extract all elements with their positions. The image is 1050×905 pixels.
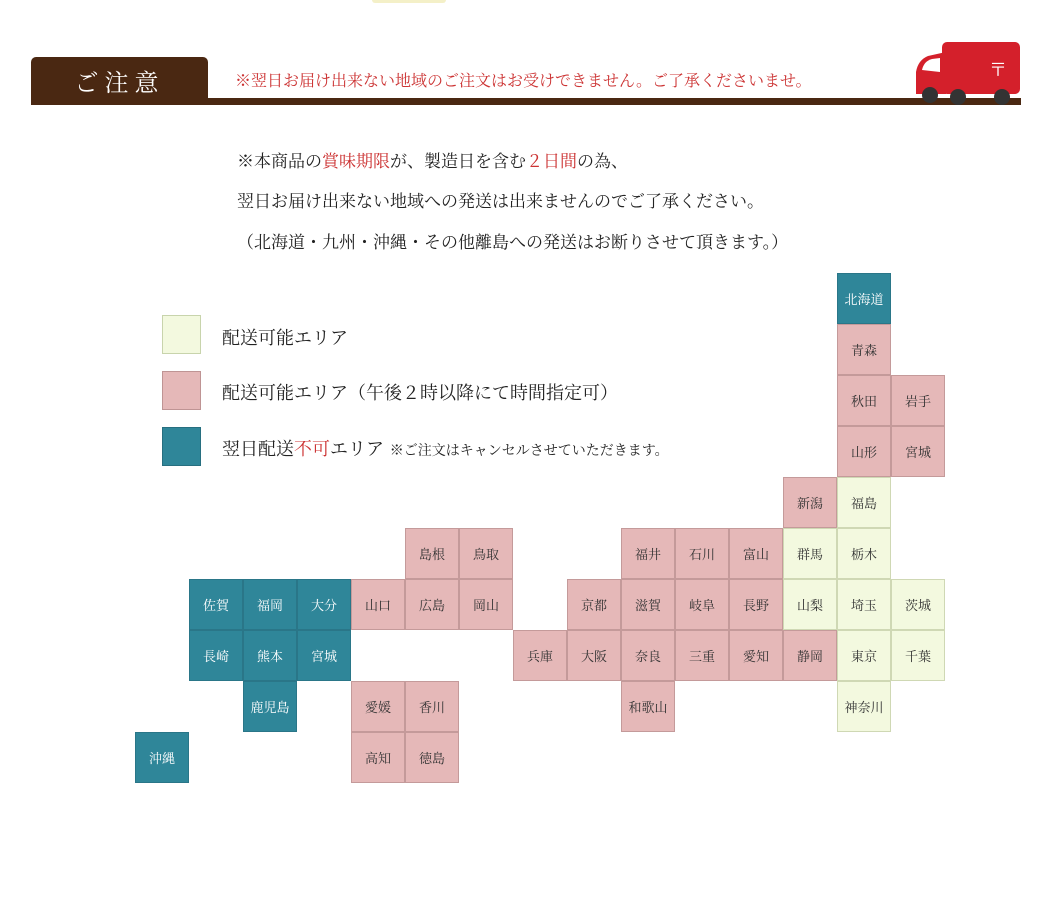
prefecture-cell: 北海道 xyxy=(837,273,891,324)
prefecture-cell: 宮城 xyxy=(891,426,945,477)
prefecture-cell: 鳥取 xyxy=(459,528,513,579)
prefecture-cell: 愛媛 xyxy=(351,681,405,732)
legend-swatch-ok xyxy=(162,315,201,354)
delivery-truck-icon xyxy=(912,38,1022,108)
prefecture-cell: 岩手 xyxy=(891,375,945,426)
legend-ng-prefix: 翌日配送 xyxy=(222,439,294,460)
prefecture-cell: 秋田 xyxy=(837,375,891,426)
legend-ng-suffix: エリア xyxy=(330,439,384,460)
prefecture-cell: 長崎 xyxy=(189,630,243,681)
prefecture-cell: 茨城 xyxy=(891,579,945,630)
prefecture-cell: 三重 xyxy=(675,630,729,681)
prefecture-cell: 岐阜 xyxy=(675,579,729,630)
prefecture-cell: 島根 xyxy=(405,528,459,579)
svg-text:〒: 〒 xyxy=(989,60,1007,81)
prefecture-cell: 福島 xyxy=(837,477,891,528)
notice-text: が、製造日を含む xyxy=(390,152,526,172)
legend-swatch-afternoon xyxy=(162,371,201,410)
prefecture-cell: 岡山 xyxy=(459,579,513,630)
legend-ng-note: ※ご注文はキャンセルさせていただきます。 xyxy=(389,443,669,459)
prefecture-cell: 鹿児島 xyxy=(243,681,297,732)
legend-label-afternoon: 配送可能エリア（午後２時以降にて時間指定可） xyxy=(222,383,618,404)
legend-ng-highlight: 不可 xyxy=(294,439,330,460)
two-days-highlight: ２日間 xyxy=(526,152,577,172)
prefecture-cell: 高知 xyxy=(351,732,405,783)
prefecture-cell: 栃木 xyxy=(837,528,891,579)
prefecture-cell: 愛知 xyxy=(729,630,783,681)
prefecture-cell: 香川 xyxy=(405,681,459,732)
notice-text: の為、 xyxy=(577,152,628,172)
prefecture-cell: 兵庫 xyxy=(513,630,567,681)
header-notice-text: ※翌日お届け出来ない地域のご注文はお受けできません。ご了承くださいませ。 xyxy=(235,71,812,90)
prefecture-cell: 和歌山 xyxy=(621,681,675,732)
prefecture-cell: 佐賀 xyxy=(189,579,243,630)
notice-header-title: ご注意 xyxy=(31,57,208,104)
prefecture-cell: 山口 xyxy=(351,579,405,630)
prefecture-cell: 神奈川 xyxy=(837,681,891,732)
prefecture-cell: 大阪 xyxy=(567,630,621,681)
notice-line-1 xyxy=(237,147,628,172)
prefecture-cell: 奈良 xyxy=(621,630,675,681)
prefecture-cell: 新潟 xyxy=(783,477,837,528)
prefecture-cell: 京都 xyxy=(567,579,621,630)
prefecture-cell: 沖縄 xyxy=(135,732,189,783)
prefecture-cell: 千葉 xyxy=(891,630,945,681)
prefecture-cell: 埼玉 xyxy=(837,579,891,630)
prefecture-cell: 群馬 xyxy=(783,528,837,579)
prefecture-cell: 福岡 xyxy=(243,579,297,630)
prefecture-cell: 徳島 xyxy=(405,732,459,783)
prefecture-cell: 東京 xyxy=(837,630,891,681)
shelf-life-highlight: 賞味期限 xyxy=(322,152,390,172)
prefecture-cell: 長野 xyxy=(729,579,783,630)
header-underline xyxy=(31,98,1021,105)
legend-swatch-ng xyxy=(162,427,201,466)
prefecture-cell: 山梨 xyxy=(783,579,837,630)
prefecture-cell: 熊本 xyxy=(243,630,297,681)
prefecture-cell: 石川 xyxy=(675,528,729,579)
prefecture-cell: 大分 xyxy=(297,579,351,630)
notice-line-3: （北海道・九州・沖縄・その他離島への発送はお断りさせて頂きます。） xyxy=(237,233,789,253)
notice-text: ※本商品の xyxy=(237,152,322,172)
prefecture-cell: 宮城 xyxy=(297,630,351,681)
prefecture-cell: 滋賀 xyxy=(621,579,675,630)
legend-label-ok: 配送可能エリア xyxy=(222,328,348,349)
prefecture-cell: 山形 xyxy=(837,426,891,477)
prefecture-cell: 静岡 xyxy=(783,630,837,681)
prefecture-cell: 広島 xyxy=(405,579,459,630)
prefecture-cell: 富山 xyxy=(729,528,783,579)
notice-line-2: 翌日お届け出来ない地域への発送は出来ませんのでご了承ください。 xyxy=(237,192,764,212)
prefecture-cell: 福井 xyxy=(621,528,675,579)
top-decoration xyxy=(372,0,446,3)
prefecture-cell: 青森 xyxy=(837,324,891,375)
legend-label-ng xyxy=(222,435,669,461)
